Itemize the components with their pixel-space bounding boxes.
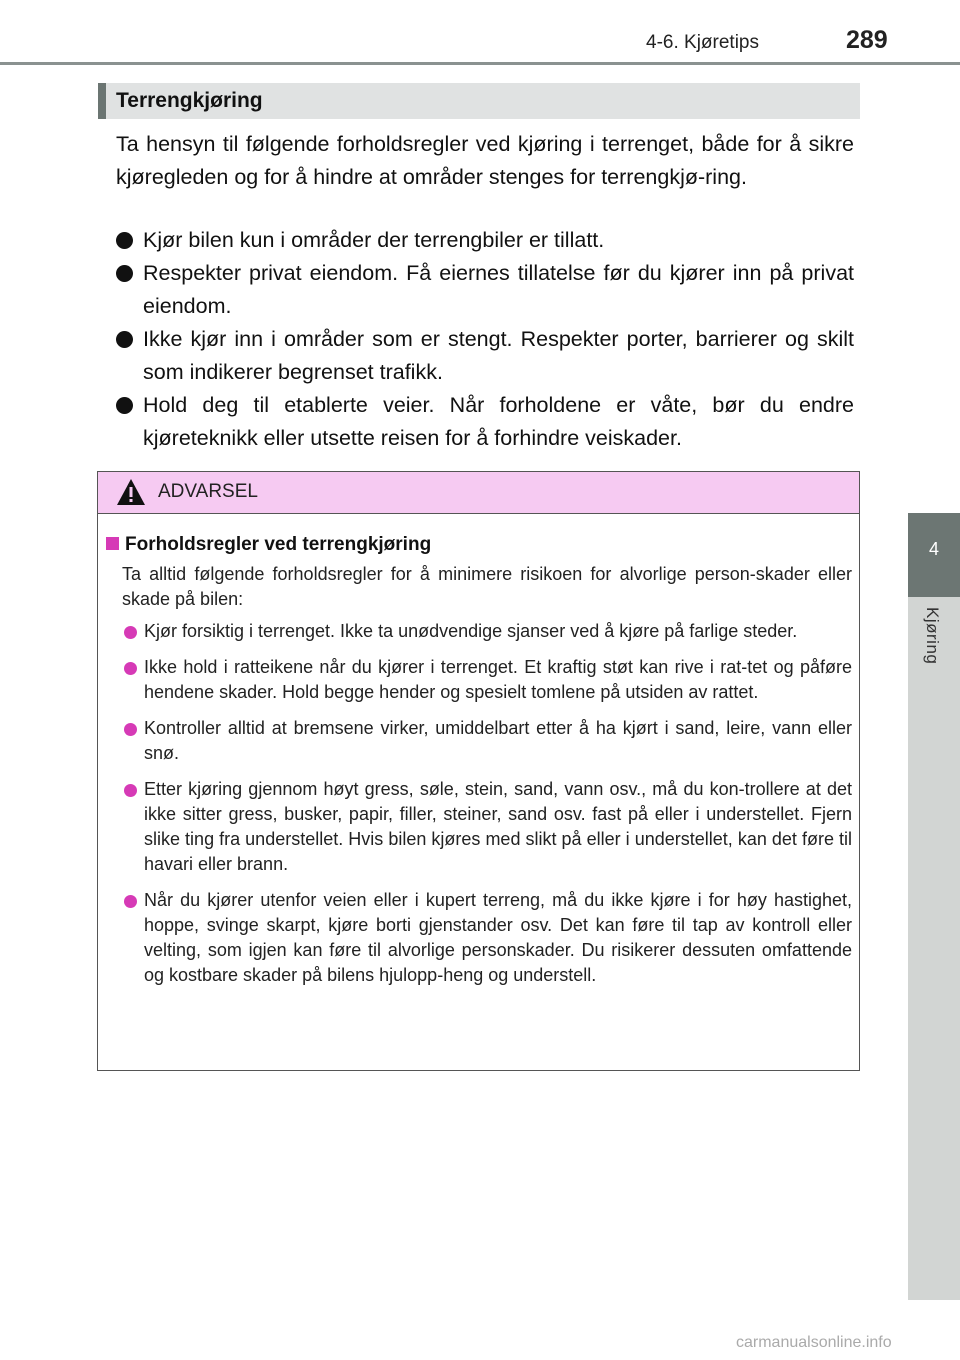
list-item <box>116 389 854 455</box>
bullet-dot-icon <box>116 397 133 414</box>
warning-box <box>97 471 860 1071</box>
list-item-text: Ikke kjør inn i områder som er stengt. Respekter porter, barrierer og skilt som indikerer begrenset trafikk. <box>143 327 854 384</box>
bullet-dot-icon <box>116 265 133 282</box>
warning-list <box>124 619 852 999</box>
chapter-tab <box>908 513 960 597</box>
chapter-number: 4 <box>928 539 939 559</box>
bullet-dot-icon <box>124 723 137 736</box>
bullet-dot-icon <box>124 626 137 639</box>
bullet-dot-icon <box>124 895 137 908</box>
list-item-text: Ikke hold i ratteikene når du kjører i terrenget. Et kraftig støt kan rive i rat-tet og påføre hendene skader. Hold begge hender og spesielt tomlene på utsiden av rattet. <box>144 657 852 702</box>
bullet-dot-icon <box>116 232 133 249</box>
section-heading <box>98 83 860 119</box>
header-section-title: 4-6. Kjøretips <box>646 32 759 53</box>
section-heading-accent <box>98 83 106 119</box>
warning-subheading <box>106 534 431 556</box>
warning-title: ADVARSEL <box>158 481 258 502</box>
list-item <box>124 888 852 988</box>
list-item-text: Etter kjøring gjennom høyt gress, søle, stein, sand, vann osv., må du kon-trollere at det ikke sitter gress, busker, papir, filler, steiner, sand osv. fast på eller i understellet. Fjern slike ting fra understellet. Hvis bilen kjøres med slikt på eller i understellet, kan det føre til havari eller brann. <box>144 779 852 874</box>
warning-intro: Ta alltid følgende forholdsregler for å minimere risikoen for alvorlige person-skader eller skade på bilen: <box>122 564 852 609</box>
square-bullet-icon <box>106 537 119 550</box>
warning-subheading-text: Forholdsregler ved terrengkjøring <box>125 534 432 555</box>
header-divider <box>0 62 960 65</box>
list-item-text: Hold deg til etablerte veier. Når forholdene er våte, bør du endre kjøreteknikk eller utsette reisen for å forhindre veiskader. <box>143 393 854 450</box>
list-item <box>124 777 852 877</box>
bullet-dot-icon <box>116 331 133 348</box>
list-item-text: Respekter privat eiendom. Få eiernes tillatelse før du kjører inn på privat eiendom. <box>143 261 854 318</box>
page-number: 289 <box>846 26 888 54</box>
warning-header <box>98 472 859 514</box>
chapter-bar <box>908 597 960 1300</box>
list-item <box>124 619 852 644</box>
section-bullet-list <box>116 224 854 455</box>
list-item-text: Kjør bilen kun i områder der terrengbiler er tillatt. <box>143 228 605 252</box>
list-item <box>116 224 854 257</box>
list-item-text: Kontroller alltid at bremsene virker, umiddelbart etter å ha kjørt i sand, leire, vann eller snø. <box>144 718 852 763</box>
section-intro: Ta hensyn til følgende forholdsregler ved kjøring i terrenget, både for å sikre kjøregleden og for å hindre at områder stenges for terrengkjø-ring. <box>116 132 854 189</box>
list-item-text: Når du kjører utenfor veien eller i kupert terreng, må du ikke kjøre i for høy hastighet, hoppe, svinge skarpt, kjøre borti gjenstander osv. Det kan føre til tap av kontroll eller velting, som igjen kan føre til alvorlige personskader. Du risikerer dessuten omfattende og kostbare skader på bilens hjulopp-heng og understell. <box>144 890 852 985</box>
warning-triangle-icon <box>116 478 146 506</box>
section-heading-text: Terrengkjøring <box>116 89 263 112</box>
bullet-dot-icon <box>124 784 137 797</box>
list-item <box>116 323 854 389</box>
watermark: carmanualsonline.info <box>736 1334 892 1351</box>
list-item <box>124 716 852 766</box>
chapter-label: Kjøring <box>923 607 942 665</box>
bullet-dot-icon <box>124 662 137 675</box>
list-item-text: Kjør forsiktig i terrenget. Ikke ta unødvendige sjanser ved å kjøre på farlige steder. <box>144 621 798 641</box>
list-item <box>124 655 852 705</box>
list-item <box>116 257 854 323</box>
